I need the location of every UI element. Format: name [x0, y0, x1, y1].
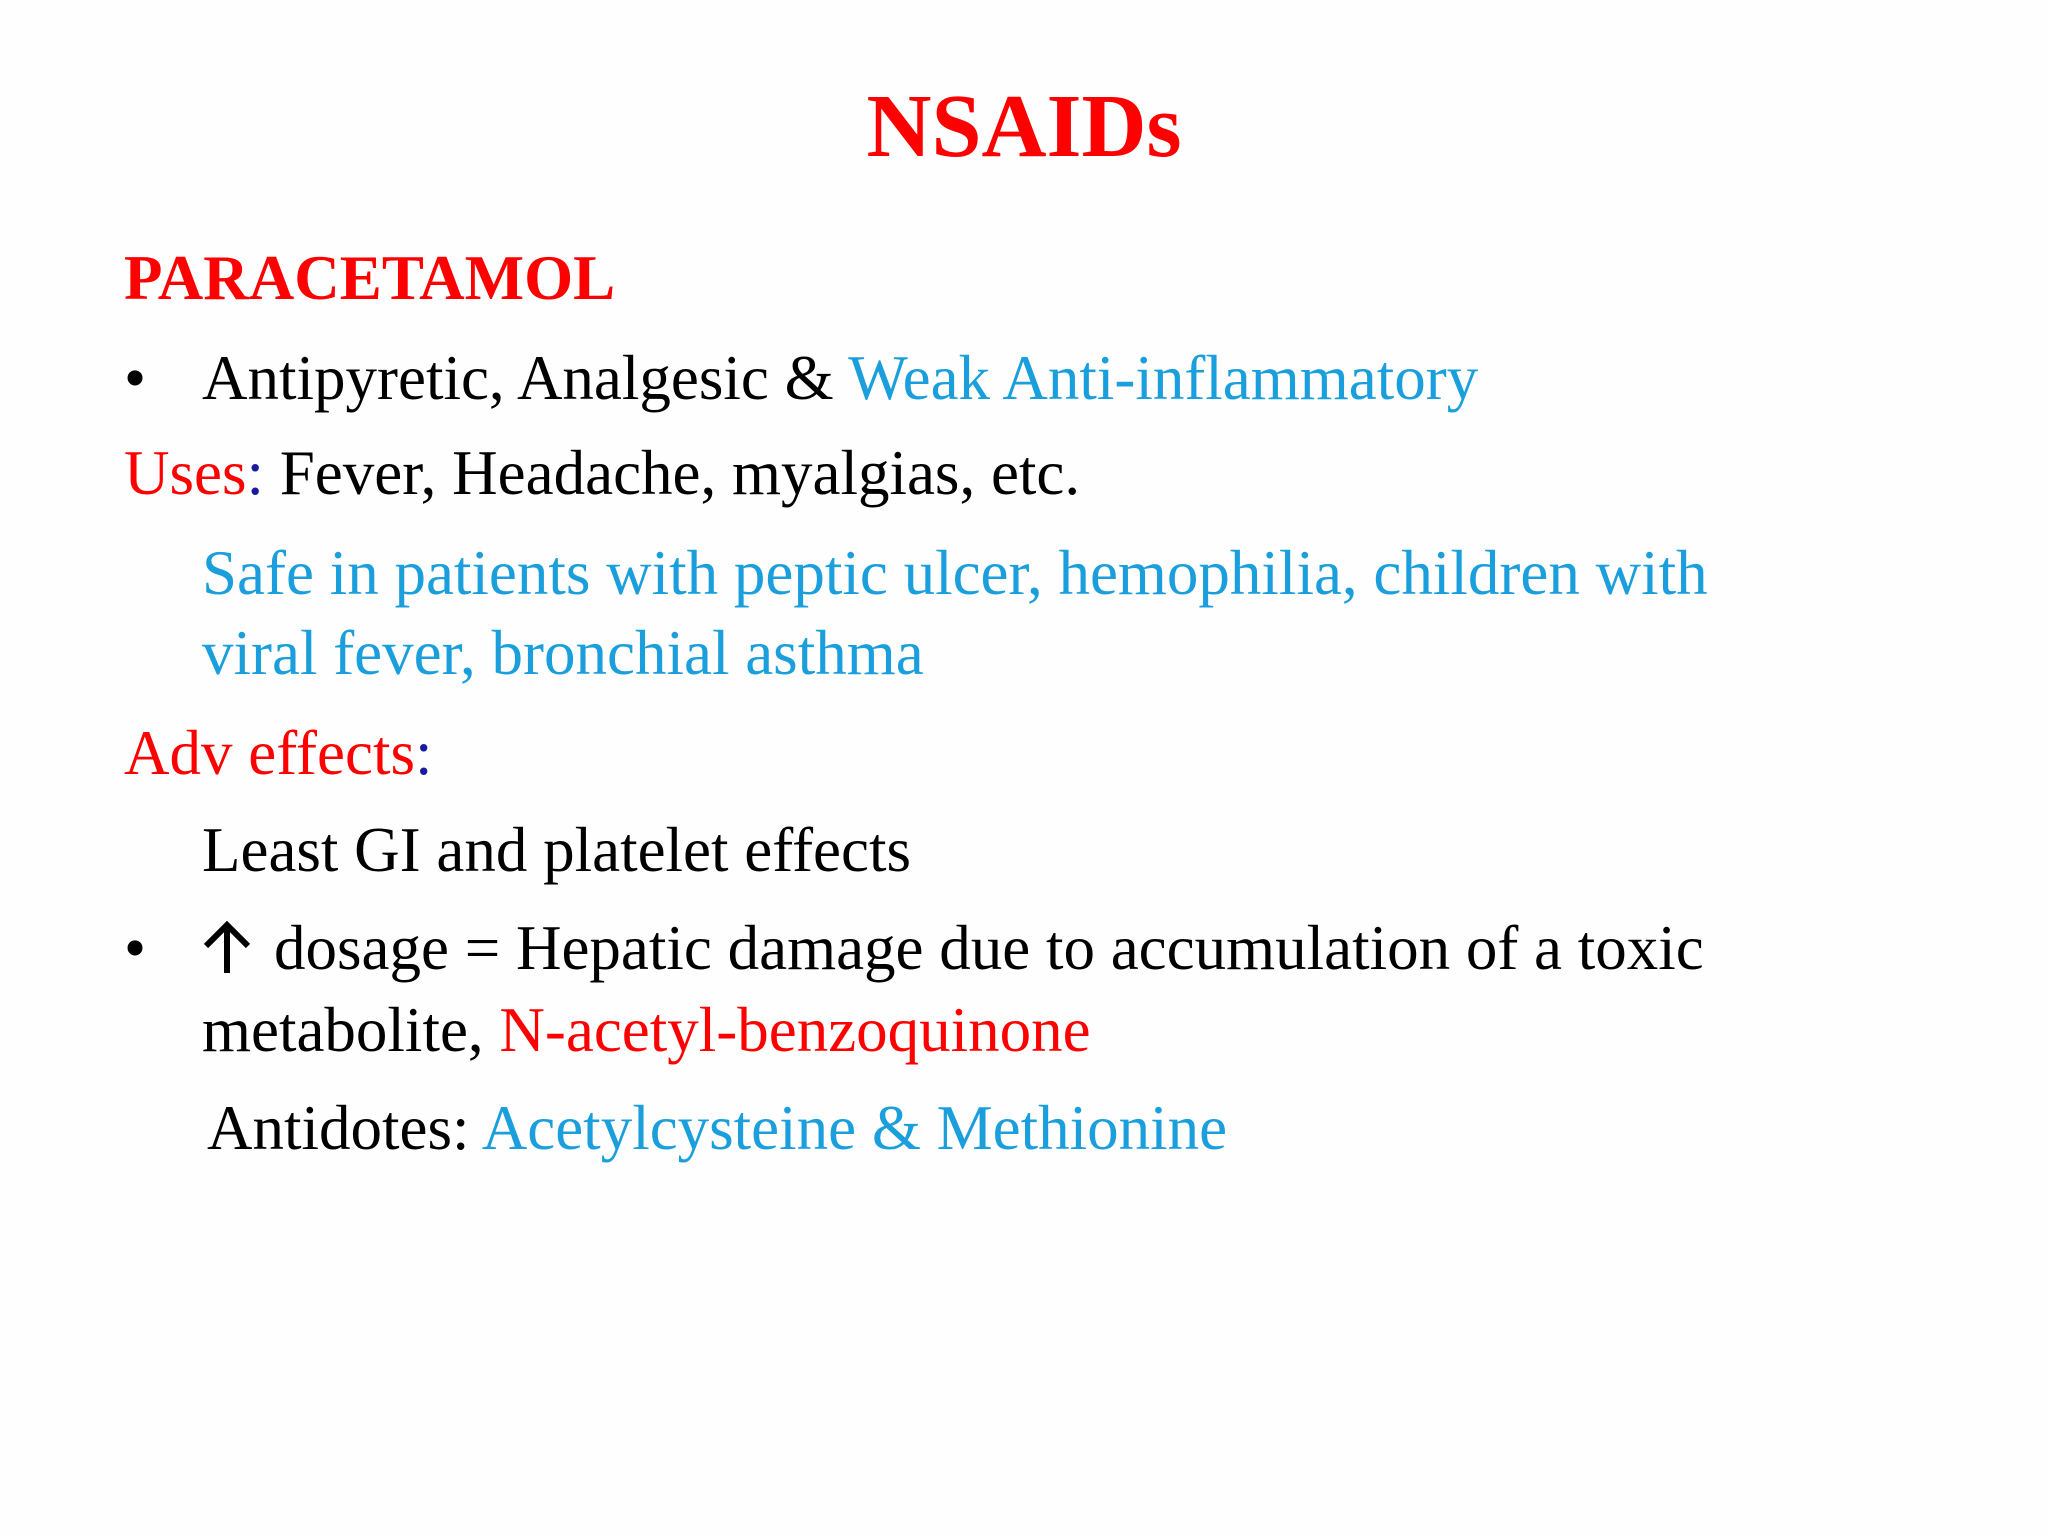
bullet-properties: •	[124, 343, 147, 413]
slide-title: NSAIDs	[866, 77, 1182, 176]
properties-line	[202, 338, 1478, 418]
drug-heading: PARACETAMOL	[124, 243, 616, 313]
metabolite-name: N-acetyl-benzoquinone	[499, 995, 1091, 1065]
bullet-dosage: •	[124, 913, 147, 983]
metabolite-text: metabolite,	[202, 995, 500, 1065]
antidotes-line	[207, 1088, 1227, 1168]
antidotes-label: Antidotes:	[207, 1093, 482, 1163]
uses-text: Fever, Headache, myalgias, etc.	[264, 438, 1081, 508]
antidotes-value: Acetylcysteine & Methionine	[481, 1093, 1228, 1163]
dosage-text: dosage = Hepatic damage due to accumulation of a toxic	[274, 913, 1704, 983]
least-gi-line: Least GI and platelet effects	[202, 815, 911, 885]
adv-effects-line	[124, 713, 433, 793]
safe-line-1: Safe in patients with peptic ulcer, hemophilia, children with	[202, 538, 1708, 608]
up-arrow-icon	[202, 919, 252, 975]
uses-colon: :	[246, 438, 265, 508]
adv-effects-colon: :	[414, 718, 433, 788]
weak-anti-inflammatory-text: Weak Anti-inflammatory	[848, 343, 1479, 413]
uses-label: Uses	[124, 438, 247, 508]
adv-effects-label: Adv effects	[124, 718, 415, 788]
properties-text: Antipyretic, Analgesic &	[202, 343, 849, 413]
safe-line-2: viral fever, bronchial asthma	[202, 618, 924, 688]
uses-line	[124, 433, 1080, 513]
dosage-line-2	[202, 990, 1091, 1070]
dosage-line-1	[202, 908, 1704, 988]
